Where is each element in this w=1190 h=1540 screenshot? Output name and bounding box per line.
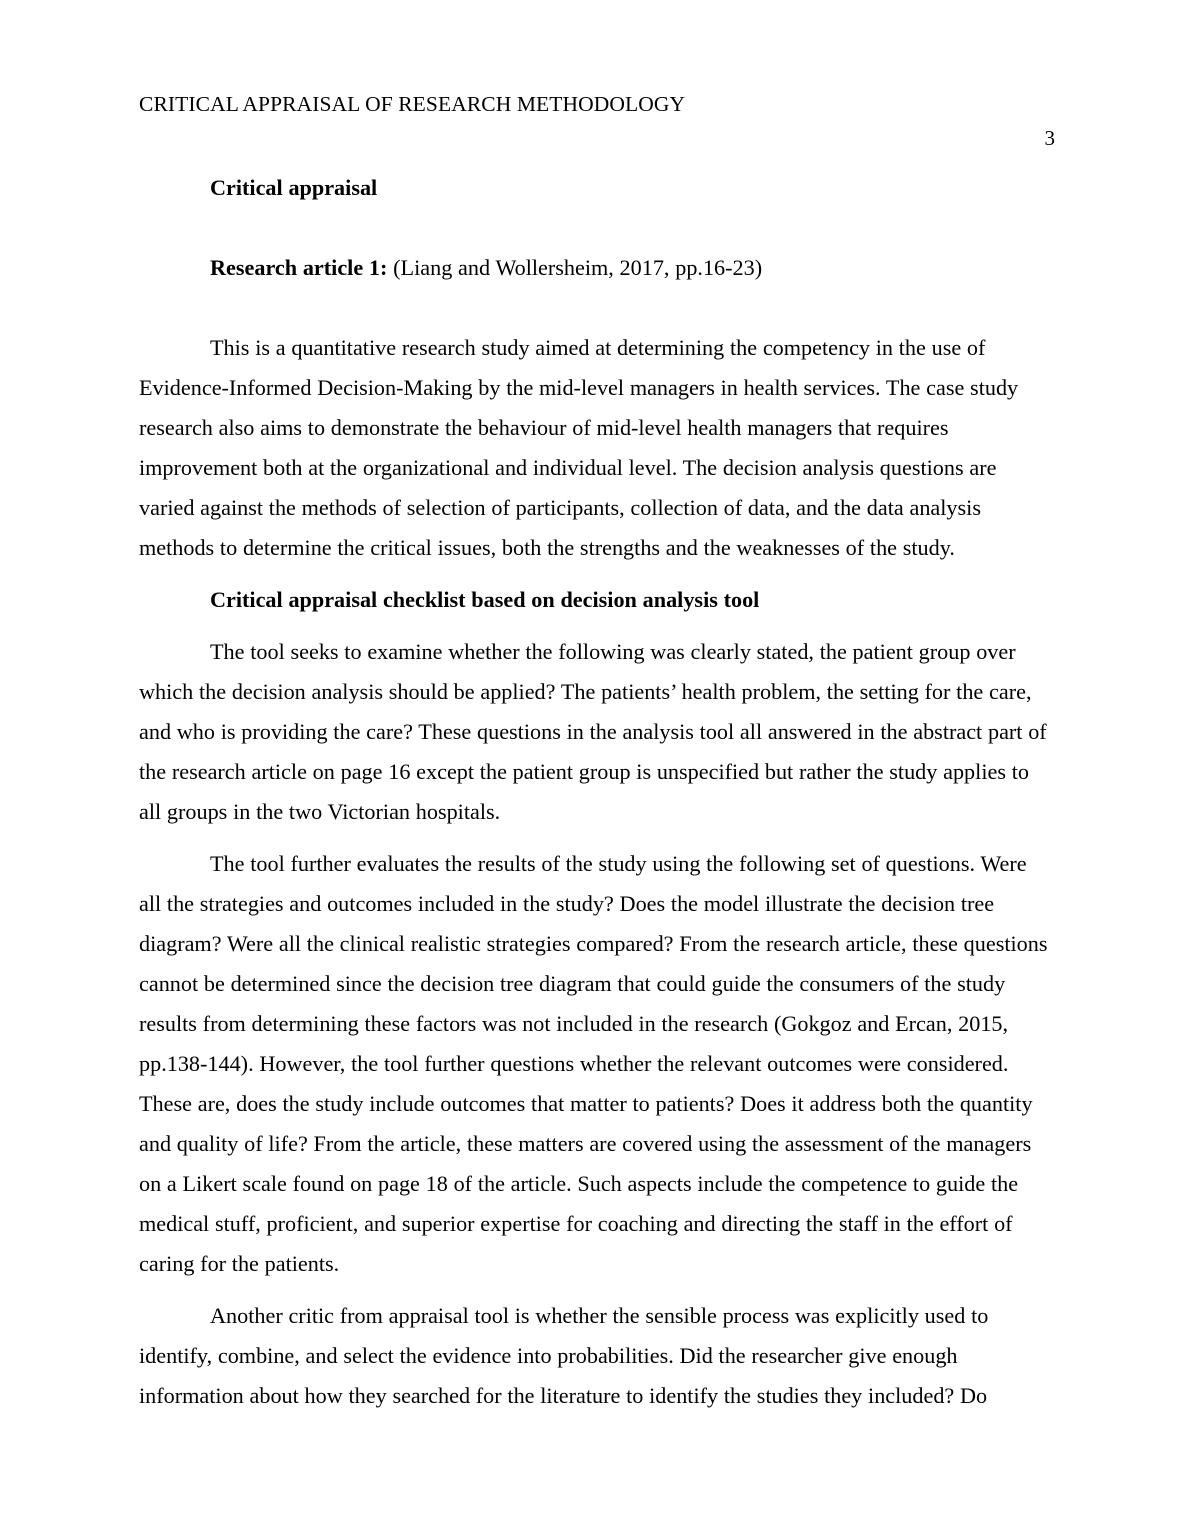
page-number: 3: [1044, 126, 1055, 150]
research-article-label: Research article 1:: [210, 255, 388, 280]
section-heading-critical-appraisal: Critical appraisal: [210, 175, 378, 200]
section-heading-checklist: Critical appraisal checklist based on decision analysis tool: [210, 587, 760, 612]
research-article-citation: (Liang and Wollersheim, 2017, pp.16-23): [387, 255, 763, 280]
spacer: [139, 1284, 1052, 1296]
paragraph-2: The tool seeks to examine whether the following was clearly stated, the patient group over which the decision analysis should be applied? The patients’ health problem, the setting for the care, and who is providing the care? These questions in the analysis tool all answered in the abstract part of the research article on page 16 except the patient group is unspecified but rather the study applies to all groups in the two Victorian hospitals.: [139, 639, 1047, 824]
spacer: [139, 832, 1052, 844]
running-head: CRITICAL APPRAISAL OF RESEARCH METHODOLOGY: [139, 92, 686, 116]
spacer: [139, 620, 1052, 632]
paragraph-3: The tool further evaluates the results of the study using the following set of questions. Were all the strategies and outcomes included in the study? Does the model illustrate the decision tree diagram? Were all the clinical realistic strategies compared? From the research article, these questions cannot be determined since the decision tree diagram that could guide the consumers of the study results from determining these factors was not included in the research (Gokgoz and Ercan, 2015, pp.138-144). However, the tool further questions whether the relevant outcomes were considered. These are, does the study include outcomes that matter to patients? Does it address both the quantity and quality of life? From the article, these matters are covered using the assessment of the managers on a Likert scale found on page 18 of the article. Such aspects include the competence to guide the medical stuff, proficient, and superior expertise for coaching and directing the staff in the effort of caring for the patients.: [139, 851, 1048, 1276]
spacer: [139, 208, 1052, 248]
paragraph-1: This is a quantitative research study aimed at determining the competency in the use of Evidence-Informed Decision-Making by the mid-level managers in health services. The case study research also aims to demonstrate the behaviour of mid-level health managers that requires improvement both at the organizational and individual level. The decision analysis questions are varied against the methods of selection of participants, collection of data, and the data analysis methods to determine the critical issues, both the strengths and the weaknesses of the study.: [139, 335, 1019, 560]
spacer: [139, 568, 1052, 580]
spacer: [139, 288, 1052, 328]
research-article-line: [139, 248, 1052, 288]
body-column: [139, 168, 1052, 1416]
paragraph-4: Another critic from appraisal tool is whether the sensible process was explicitly used to identify, combine, and select the evidence into probabilities. Did the researcher give enough information about how they searched for the literature to identify the studies they included? Do: [139, 1303, 989, 1408]
